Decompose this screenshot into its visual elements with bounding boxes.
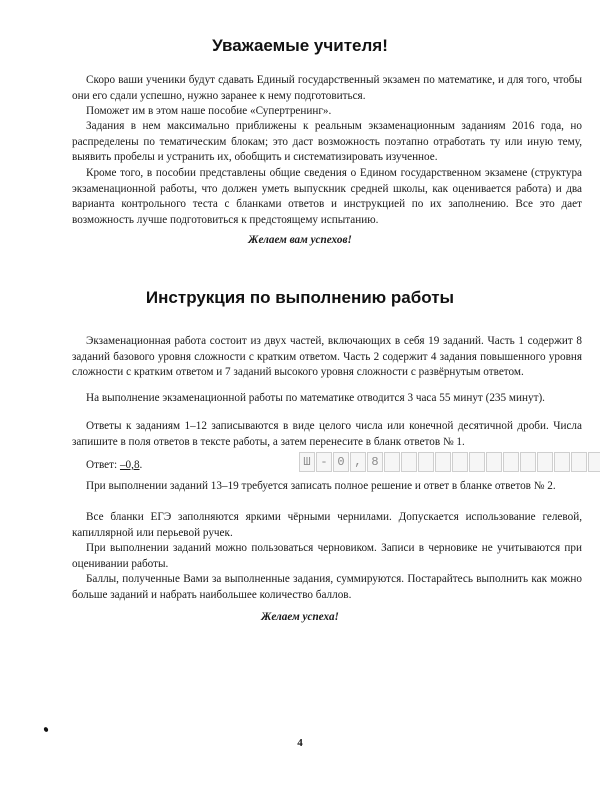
intro-paragraph: Задания в нем максимально приближены к реальным экзаменационным заданиям 2016 года, но распределены по тематическим блокам; это даст возможность поэтапно отработать ту или иную тему, выявить пробелы и устранить их, обобщить и систематизировать изученное.	[72, 120, 582, 163]
answer-end: .	[139, 459, 143, 471]
answer-cell: 0	[333, 452, 349, 472]
answer-cell	[503, 452, 519, 472]
answer-cell	[571, 452, 587, 472]
intro-paragraph: Поможет им в этом наше пособие «Супертренинг».	[86, 105, 332, 117]
answer-cell	[401, 452, 417, 472]
answer-cell	[469, 452, 485, 472]
intro-wish: Желаем вам успехов!	[248, 234, 352, 246]
instructions-paragraph: Ответы к заданиям 1–12 записываются в виде целого числа или конечной десятичной дроби. Числа запишите в поля ответов в тексте работы, а затем перенесите в бланк ответов № 1.	[72, 420, 582, 448]
instructions-wish: Желаем успеха!	[261, 611, 339, 623]
answer-value: –0,8	[119, 459, 140, 471]
intro-paragraph: Скоро ваши ученики будут сдавать Единый государственный экзамен по математике, и для того, чтобы они его сдали успешно, нужно заранее к нему подготовиться.	[72, 74, 582, 102]
ink-dot	[43, 726, 49, 732]
instructions-title: Инструкция по выполнению работы	[145, 288, 455, 307]
answer-cell	[520, 452, 536, 472]
answer-cell	[384, 452, 400, 472]
answer-cell	[554, 452, 570, 472]
intro-paragraph: Кроме того, в пособии представлены общие сведения о Едином государственном экзамене (структура экзаменационной работы, что должен уметь выпускник средней школы, как оценивается работа) и два варианта контрольного теста с бланками ответов и инструкцией по их заполнению. Все это дает возможность лучше подготовиться к предстоящему испытанию.	[72, 167, 582, 226]
intro-title: Уважаемые учителя!	[212, 36, 388, 55]
answer-cell	[537, 452, 553, 472]
answer-cell: ,	[350, 452, 366, 472]
answer-cell	[418, 452, 434, 472]
instructions-paragraph: Баллы, полученные Вами за выполненные задания, суммируются. Постарайтесь выполнить как можно больше заданий и набрать наибольшее количество баллов.	[72, 573, 582, 601]
answer-cell: -	[316, 452, 332, 472]
instructions-paragraph: Экзаменационная работа состоит из двух частей, включающих в себя 19 заданий. Часть 1 содержит 8 заданий базового уровня сложности с кратким ответом. Часть 2 содержит 4 задания повышенного уровня сложности с кратким ответом и 7 заданий высокого уровня сложности с развёрнутым ответом.	[72, 335, 582, 378]
answer-example	[86, 458, 142, 474]
answer-form-cells	[299, 452, 600, 472]
instructions-paragraph: Все бланки ЕГЭ заполняются яркими чёрными чернилами. Допускается использование гелевой, капиллярной или перьевой ручек.	[72, 511, 582, 539]
answer-cell	[452, 452, 468, 472]
instructions-paragraph: На выполнение экзаменационной работы по математике отводится 3 часа 55 минут (235 минут).	[86, 392, 545, 404]
answer-cell	[588, 452, 600, 472]
answer-label: Ответ:	[86, 459, 118, 471]
page-number: 4	[297, 737, 303, 749]
instructions-paragraph: При выполнении заданий 13–19 требуется записать полное решение и ответ в бланке ответов № 2.	[86, 480, 556, 492]
answer-cell	[486, 452, 502, 472]
answer-cell: 8	[367, 452, 383, 472]
answer-cell: Ш	[299, 452, 315, 472]
instructions-paragraph: При выполнении заданий можно пользоваться черновиком. Записи в черновике не учитываются при оценивании работы.	[72, 542, 582, 570]
answer-cell	[435, 452, 451, 472]
